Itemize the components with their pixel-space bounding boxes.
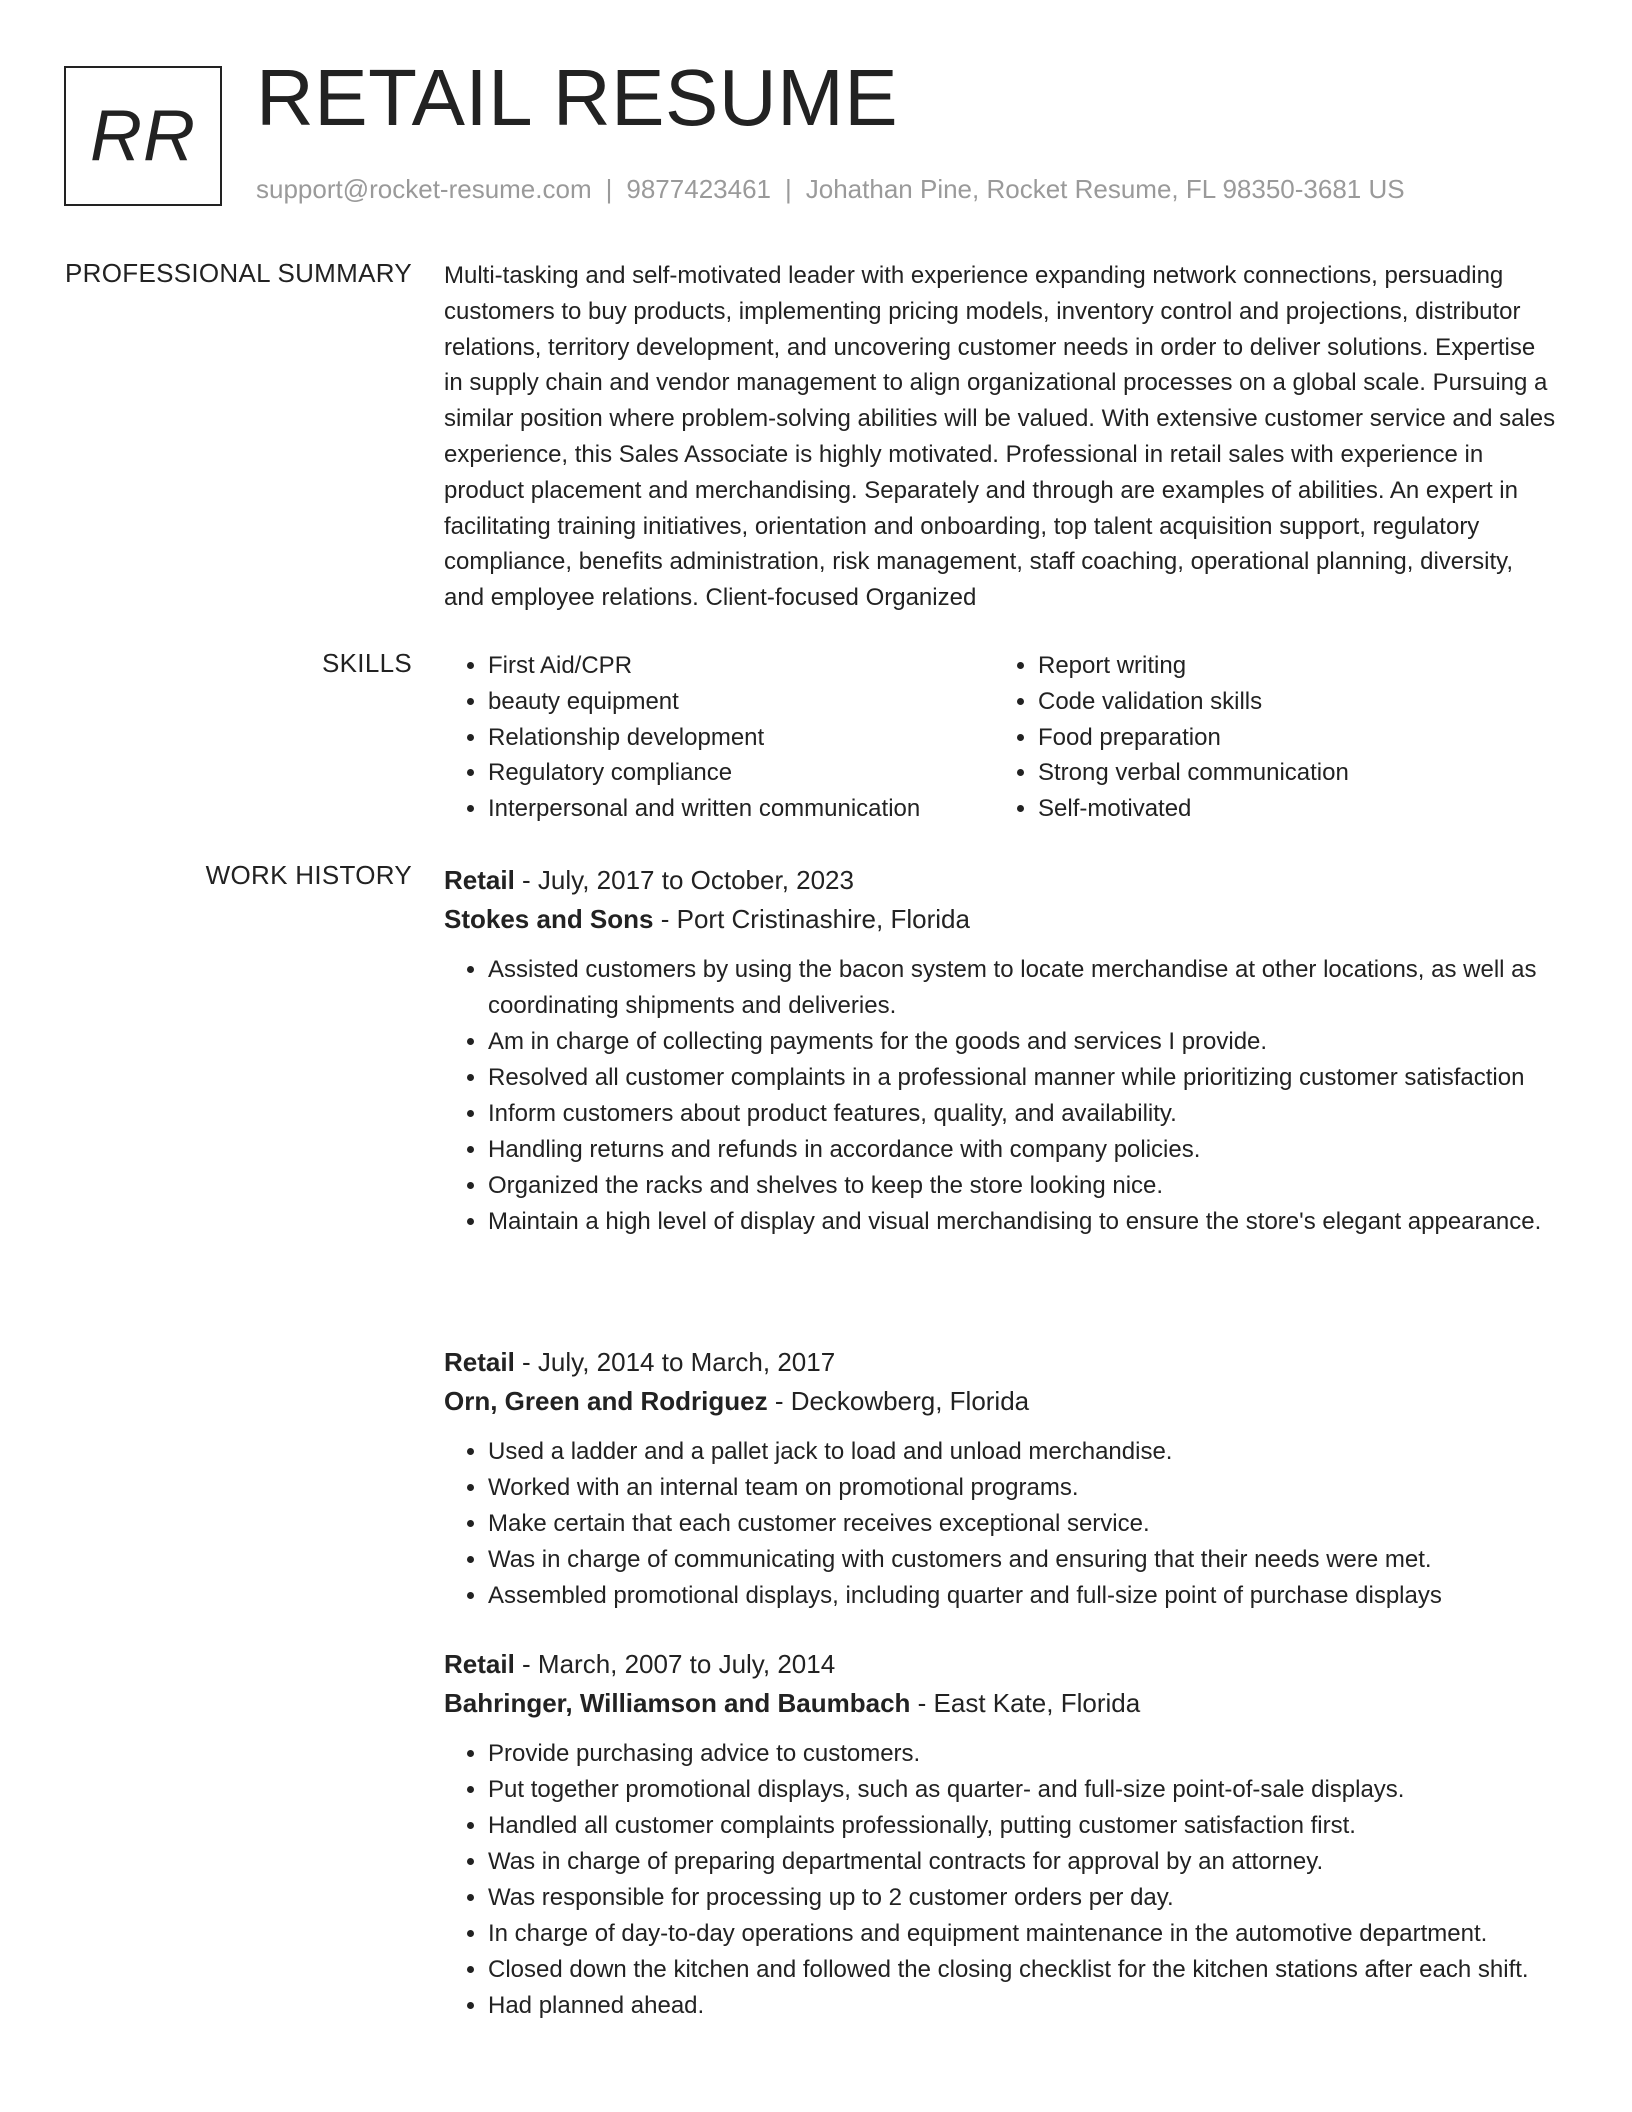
job-bullet: • Provide purchasing advice to customers. xyxy=(488,1736,1556,1772)
job-bullet: • Handling returns and refunds in accordance with company policies. xyxy=(488,1132,1556,1168)
job-bullet: • Had planned ahead. xyxy=(488,1988,1556,2024)
contact-phone[interactable]: 9877423461 xyxy=(626,174,771,204)
job-bullet: • Used a ladder and a pallet jack to load and unload merchandise. xyxy=(488,1434,1556,1470)
job-bullet: • Make certain that each customer receives exceptional service. xyxy=(488,1506,1556,1542)
job-bullet: • Resolved all customer complaints in a professional manner while prioritizing customer satisfaction xyxy=(488,1060,1556,1096)
job-bullet: • Worked with an internal team on promotional programs. xyxy=(488,1470,1556,1506)
job-dates: - July, 2017 to October, 2023 xyxy=(514,865,854,895)
skill-item: • Self-motivated xyxy=(1038,791,1496,827)
job-entry xyxy=(444,860,1556,1240)
job-bullet: • Was responsible for processing up to 2 customer orders per day. xyxy=(488,1880,1556,1916)
job-title-line xyxy=(444,1644,1556,1684)
job-bullet: • In charge of day-to-day operations and equipment maintenance in the automotive department. xyxy=(488,1916,1556,1952)
contact-email[interactable]: support@rocket-resume.com xyxy=(256,174,592,204)
section-label-summary: PROFESSIONAL SUMMARY xyxy=(65,258,412,288)
job-bullets xyxy=(444,1736,1556,2024)
job-dates: - March, 2007 to July, 2014 xyxy=(514,1649,836,1679)
skill-item: • Strong verbal communication xyxy=(1038,755,1496,791)
job-bullet: • Assisted customers by using the bacon system to locate merchandise at other locations, as well as coordinating shipments and deliveries. xyxy=(488,952,1556,1024)
resume-title: RETAIL RESUME xyxy=(256,53,899,142)
job-company: Stokes and Sons xyxy=(444,904,654,934)
job-location: - Port Cristinashire, Florida xyxy=(653,904,970,934)
job-company-line xyxy=(444,1684,1556,1722)
job-bullet: • Was in charge of preparing departmental contracts for approval by an attorney. xyxy=(488,1844,1556,1880)
skill-item: • First Aid/CPR xyxy=(488,648,946,684)
skill-item: • Report writing xyxy=(1038,648,1496,684)
monogram-logo: RR xyxy=(64,66,222,206)
job-bullet: • Handled all customer complaints professionally, putting customer satisfaction first. xyxy=(488,1808,1556,1844)
section-label-work-history: WORK HISTORY xyxy=(205,860,412,890)
skill-item: • beauty equipment xyxy=(488,684,946,720)
job-bullet: • Organized the racks and shelves to keep the store looking nice. xyxy=(488,1168,1556,1204)
contact-address: Johathan Pine, Rocket Resume, FL 98350-3681 US xyxy=(805,174,1405,204)
job-title-line xyxy=(444,1342,1556,1382)
job-title: Retail xyxy=(444,1347,515,1377)
contact-line xyxy=(256,174,1405,205)
job-entry xyxy=(444,1644,1556,2024)
job-bullet: • Inform customers about product features, quality, and availability. xyxy=(488,1096,1556,1132)
job-bullets xyxy=(444,952,1556,1240)
job-bullet: • Closed down the kitchen and followed the closing checklist for the kitchen stations after each shift. xyxy=(488,1952,1556,1988)
job-company: Bahringer, Williamson and Baumbach xyxy=(444,1688,911,1718)
skill-item: • Regulatory compliance xyxy=(488,755,946,791)
job-title: Retail xyxy=(444,865,515,895)
job-bullet: • Assembled promotional displays, including quarter and full-size point of purchase displays xyxy=(488,1578,1556,1614)
job-title: Retail xyxy=(444,1649,515,1679)
job-bullet: • Maintain a high level of display and visual merchandising to ensure the store's elegant appearance. xyxy=(488,1204,1556,1240)
skill-item: • Code validation skills xyxy=(1038,684,1496,720)
skills-list-right xyxy=(994,648,1496,827)
job-company: Orn, Green and Rodriguez xyxy=(444,1386,768,1416)
skills-list-left xyxy=(444,648,946,827)
summary-text: Multi-tasking and self-motivated leader with experience expanding network connections, persuading customers to buy products, implementing pricing models, inventory control and projections, distributor relations, territory development, and uncovering customer needs in order to deliver solutions. Expertise in supply chain and vendor management to align organizational processes on a global scale. Pursuing a similar position where problem-solving abilities will be valued. With extensive customer service and sales experience, this Sales Associate is highly motivated. Professional in retail sales with experience in product placement and merchandising. Separately and through are examples of abilities. An expert in facilitating training initiatives, orientation and onboarding, top talent acquisition support, regulatory compliance, benefits administration, risk management, staff coaching, operational planning, diversity, and employee relations. Client-focused Organized xyxy=(444,262,1556,612)
job-location: - Deckowberg, Florida xyxy=(767,1386,1030,1416)
contact-separator: | xyxy=(785,174,792,204)
job-bullet: • Put together promotional displays, such as quarter- and full-size point-of-sale displays. xyxy=(488,1772,1556,1808)
job-entry xyxy=(444,1342,1556,1614)
skill-item: • Interpersonal and written communication xyxy=(488,791,946,827)
job-bullet: • Was in charge of communicating with customers and ensuring that their needs were met. xyxy=(488,1542,1556,1578)
section-label-skills: SKILLS xyxy=(322,648,412,678)
job-title-line xyxy=(444,860,1556,900)
job-company-line xyxy=(444,900,1556,938)
contact-separator: | xyxy=(605,174,613,204)
skill-item: • Relationship development xyxy=(488,720,946,756)
job-dates: - July, 2014 to March, 2017 xyxy=(514,1347,836,1377)
job-bullet: • Am in charge of collecting payments for the goods and services I provide. xyxy=(488,1024,1556,1060)
skill-item: • Food preparation xyxy=(1038,720,1496,756)
job-location: - East Kate, Florida xyxy=(910,1688,1141,1718)
job-company-line xyxy=(444,1382,1556,1420)
job-bullets xyxy=(444,1434,1556,1614)
